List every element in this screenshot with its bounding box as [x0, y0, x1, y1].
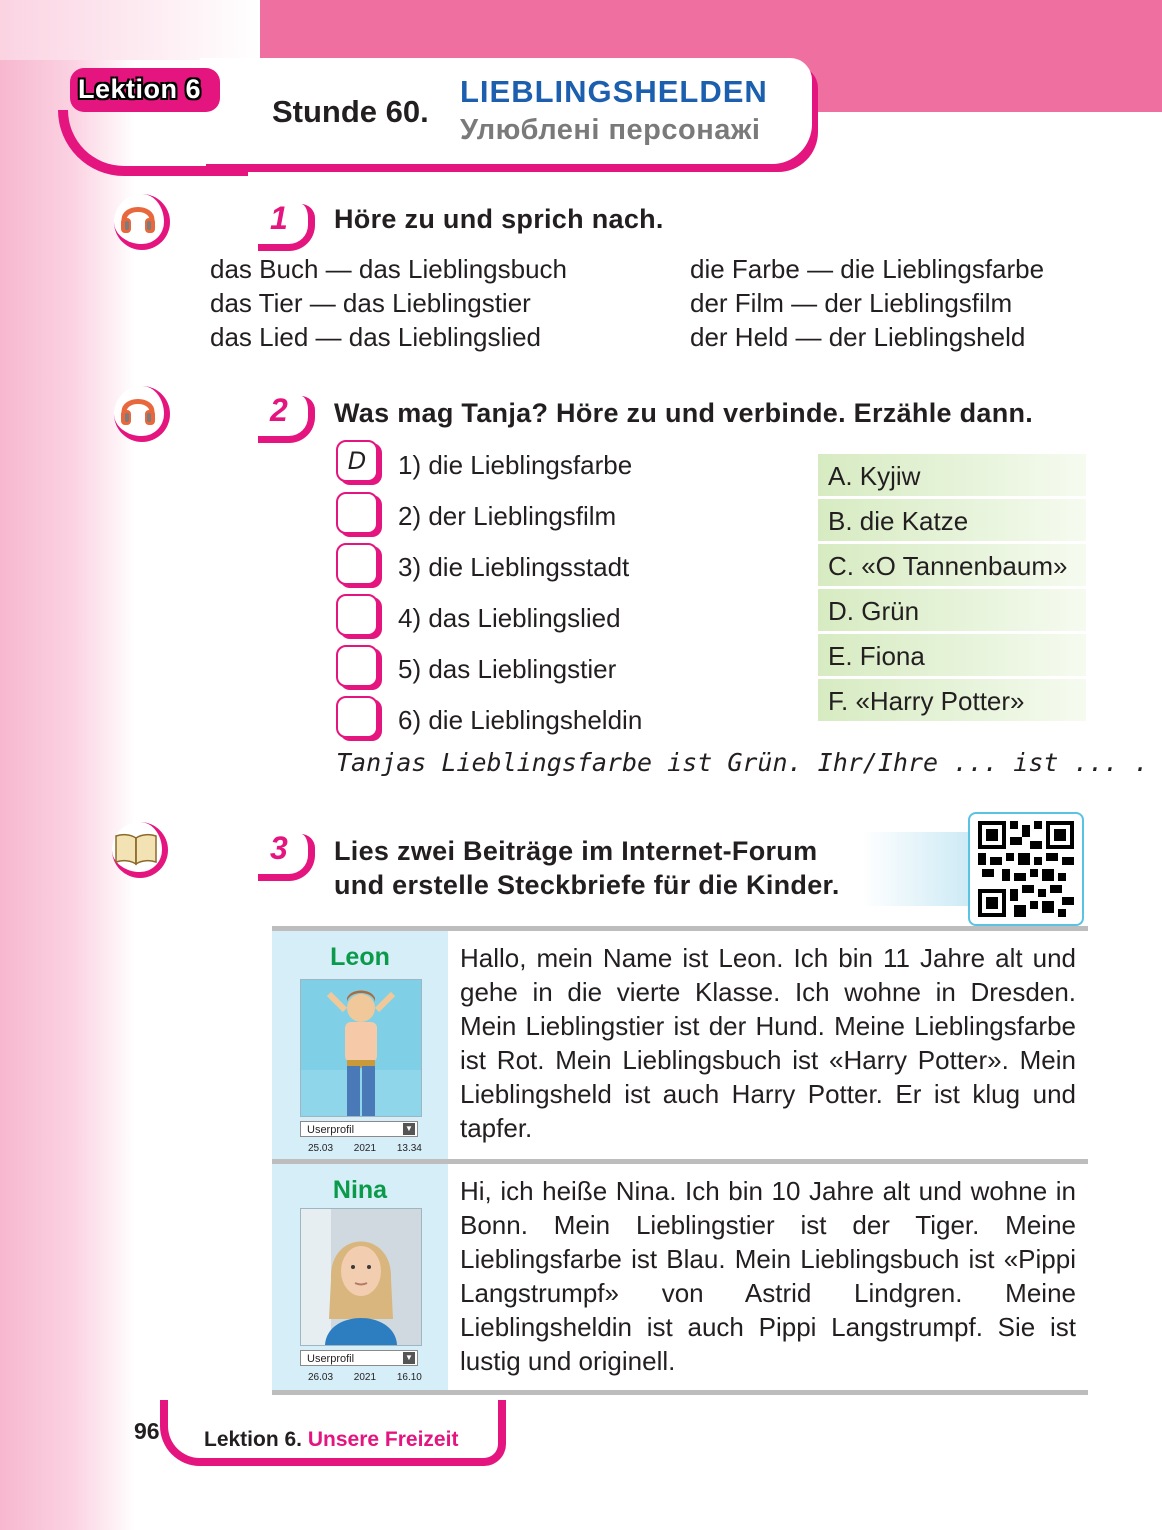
vocab-item: der Held — der Lieblingsheld [690, 322, 1026, 352]
exercise-3-instruction [334, 834, 840, 902]
vocab-item: das Lied — das Lieblingslied [210, 322, 541, 352]
match-item-6: 6) die Lieblingsheldin [398, 705, 643, 735]
post-author: Leon [330, 943, 390, 971]
post-timestamp [308, 1372, 422, 1383]
answer-box-3[interactable] [336, 543, 378, 585]
vocab-item: das Buch — das Lieblingsbuch [210, 254, 568, 284]
avatar [300, 1208, 422, 1346]
match-item-2: 2) der Lieblingsfilm [398, 501, 617, 531]
vocab-left-column [210, 252, 567, 354]
lektion-badge-label: Lektion 6 [78, 74, 202, 104]
page-number: 96 [134, 1418, 160, 1444]
post-sidebar [272, 931, 448, 1159]
chevron-down-icon: ▼ [403, 1352, 415, 1364]
post-body: Hi, ich heiße Nina. Ich bin 10 Jahre alt und wohne in Bonn. Mein Lieblingstier ist der Tiger. Meine Lieblingsfarbe ist Blau. Mein Lieblingsbuch ist «Pippi Langstrumpf» von Astrid Lindgren. Meine Lieblingsheldin ist auch Pippi Langstrumpf. Sie ist lustig und originell. [460, 1176, 1076, 1376]
userprofile-dropdown[interactable] [300, 1121, 418, 1137]
match-item-5: 5) das Lieblingstier [398, 654, 617, 684]
userprofile-dropdown[interactable] [300, 1350, 418, 1366]
post-time: 16.10 [396, 1372, 422, 1383]
exercise-1-number: 1 [258, 200, 318, 248]
footer-topic: Unsere Freizeit [307, 1428, 459, 1451]
answer-box-4[interactable] [336, 594, 378, 636]
footer-title [204, 1428, 458, 1452]
match-item-4: 4) das Lieblingslied [398, 603, 621, 633]
vocab-item: der Film — der Lieblingsfilm [690, 288, 1013, 318]
post-author: Nina [332, 1176, 388, 1204]
lesson-number: Stunde 60. [272, 94, 429, 129]
forum-divider [272, 1390, 1088, 1395]
open-book-icon [112, 822, 168, 878]
post-date: 25.03 2021 [308, 1143, 377, 1154]
headphones-icon[interactable] [114, 194, 170, 250]
option-c: C. «O Tannenbaum» [818, 544, 1086, 588]
vocab-item: das Tier — das Lieblingstier [210, 288, 531, 318]
userprofile-label: Userprofil [307, 1353, 355, 1365]
match-item-1: 1) die Lieblingsfarbe [398, 450, 633, 480]
post-time: 13.34 [396, 1143, 422, 1154]
footer-lektion: Lektion 6. [204, 1428, 303, 1451]
answer-box-1[interactable]: D [336, 440, 378, 482]
vocab-item: die Farbe — die Lieblingsfarbe [690, 254, 1045, 284]
match-item-3: 3) die Lieblingsstadt [398, 552, 630, 582]
post-date: 26.03 2021 [308, 1372, 377, 1383]
qr-fade-decor [862, 832, 970, 906]
option-d: D. Grün [818, 589, 1086, 633]
vocab-right-column [690, 252, 1044, 354]
option-f: F. «Harry Potter» [818, 679, 1086, 723]
option-b: B. die Katze [818, 499, 1086, 543]
forum-post-leon [272, 931, 1088, 1159]
option-a: A. Kyjiw [818, 454, 1086, 498]
exercise-2-number: 2 [258, 392, 318, 440]
qr-code-icon[interactable] [968, 812, 1084, 926]
forum-post-nina [272, 1164, 1088, 1390]
exercise-3-number: 3 [258, 830, 318, 878]
chevron-down-icon: ▼ [403, 1123, 415, 1135]
userprofile-label: Userprofil [307, 1124, 355, 1136]
exercise-1-instruction: Höre zu und sprich nach. [334, 204, 664, 234]
example-sentence: Tanjas Lieblingsfarbe ist Grün. Ihr/Ihre ... ist ... . [336, 748, 1149, 777]
answer-box-5[interactable] [336, 645, 378, 687]
lektion-badge [70, 68, 220, 112]
post-sidebar [272, 1164, 448, 1390]
instruction-line: und erstelle Steckbriefe für die Kinder. [334, 870, 840, 900]
post-body: Hallo, mein Name ist Leon. Ich bin 11 Jahre alt und gehe in die vierte Klasse. Ich wohne in Dresden. Mein Lieblingstier ist der Hund. Meine Lieblingsfarbe ist Rot. Mein Lieblingsbuch ist «Harry Potter». Mein Lieblingsheld ist auch Harry Potter. Er ist klug und tapfer. [460, 943, 1076, 1143]
page-title-uk: Улюблені персонажі [460, 114, 761, 146]
headphones-icon[interactable] [114, 386, 170, 442]
page-title-de: LIEBLINGSHELDEN [460, 74, 768, 109]
forum-posts [272, 926, 1088, 1395]
instruction-line: Lies zwei Beiträge im Internet-Forum [334, 836, 818, 866]
answer-box-2[interactable] [336, 492, 378, 534]
post-timestamp [308, 1143, 422, 1154]
avatar [300, 979, 422, 1117]
option-e: E. Fiona [818, 634, 1086, 678]
exercise-2-instruction: Was mag Tanja? Höre zu und verbinde. Erzähle dann. [334, 398, 1034, 428]
top-left-fade [0, 0, 260, 60]
answer-box-6[interactable] [336, 696, 378, 738]
